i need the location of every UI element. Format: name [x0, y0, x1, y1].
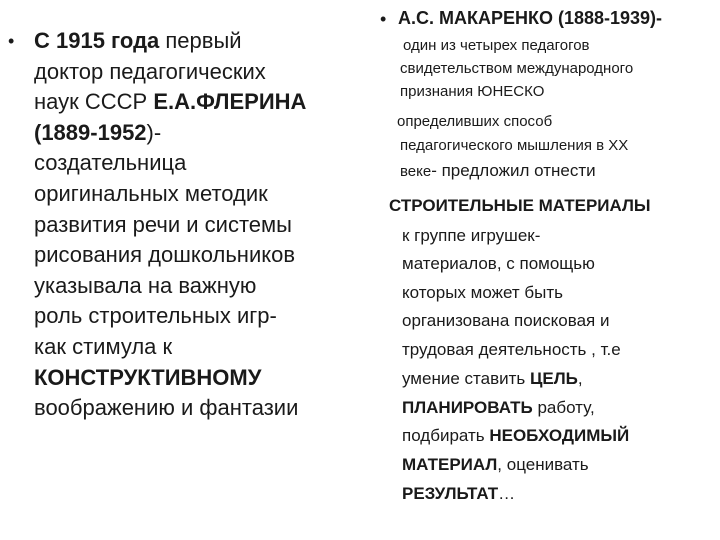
right-line-17	[402, 484, 515, 504]
left-years: (1889-1952	[34, 119, 147, 145]
right-line-4: определивших способ	[397, 113, 553, 130]
right-line-14	[402, 398, 595, 418]
left-line-4-rest: )-	[146, 119, 162, 145]
right-line-15	[402, 426, 629, 446]
right-line-16	[402, 455, 589, 475]
left-line-9: указывала на важную	[34, 272, 257, 298]
left-line-7: развития речи и системы	[34, 211, 292, 237]
right-line-2: свидетельством международного	[400, 60, 634, 77]
left-line-5: создательница	[34, 150, 187, 176]
right-line-6-b: - предложил отнести	[431, 161, 596, 180]
right-title-makarenko: А.С. МАКАРЕНКО (1888-1939)-	[398, 8, 663, 28]
right-line-13-a: умение ставить	[402, 369, 530, 388]
right-word-plan: ПЛАНИРОВАТЬ	[402, 398, 533, 417]
right-bullet: •	[380, 9, 387, 29]
right-line-15-a: подбирать	[402, 426, 490, 445]
right-line-13	[402, 369, 583, 389]
left-line-1-rest: первый	[159, 28, 242, 53]
right-word-goal: ЦЕЛЬ	[529, 369, 578, 388]
right-line-10: которых может быть	[402, 283, 563, 302]
right-word-material: МАТЕРИАЛ	[402, 455, 498, 474]
left-line-13: воображению и фантазии	[34, 395, 299, 421]
right-line-5: педагогического мышления в XX	[400, 137, 629, 154]
left-name-flerina: Е.А.ФЛЕРИНА	[153, 89, 307, 115]
left-line-12: КОНСТРУКТИВНОМУ	[34, 364, 262, 390]
left-line-2: доктор педагогических	[34, 58, 266, 84]
right-line-6-a: веке	[400, 163, 432, 180]
right-line-8: к группе игрушек-	[402, 226, 541, 245]
right-line-13-c: ,	[577, 369, 583, 388]
right-line-14-b: работу,	[532, 398, 595, 417]
right-text-block	[360, 0, 718, 540]
left-line-3	[34, 87, 306, 118]
left-line-10: роль строительных игр-	[34, 303, 277, 329]
left-line-1	[34, 26, 306, 57]
right-line-17-b: …	[498, 484, 516, 503]
right-line-16-b: , оценивать	[497, 455, 589, 474]
right-word-necessary: НЕОБХОДИМЫЙ	[489, 426, 630, 445]
right-line-6	[400, 161, 596, 181]
left-line-11: как стимула к	[34, 333, 173, 359]
left-year-phrase: С 1915 года	[34, 28, 160, 53]
left-line-4	[34, 118, 306, 149]
right-word-result: РЕЗУЛЬТАТ	[402, 484, 499, 503]
right-line-11: организована поисковая и	[402, 311, 610, 330]
right-line-9: материалов, с помощью	[402, 254, 595, 273]
left-bullet: •	[8, 31, 15, 51]
right-line-1: один из четырех педагогов	[403, 37, 590, 54]
left-line-3-text: наук СССР	[34, 89, 154, 115]
left-line-8: рисования дошкольников	[34, 242, 296, 268]
right-line-3: признания ЮНЕСКО	[400, 83, 545, 100]
right-line-12: трудовая деятельность , т.е	[402, 340, 621, 359]
right-line-7: СТРОИТЕЛЬНЫЕ МАТЕРИАЛЫ	[389, 196, 651, 215]
left-line-6: оригинальных методик	[34, 180, 268, 206]
